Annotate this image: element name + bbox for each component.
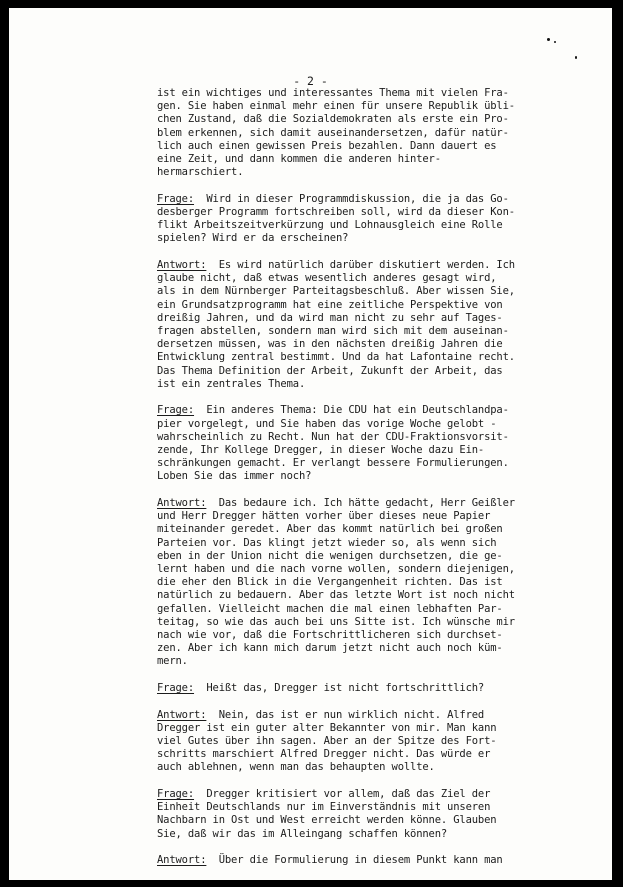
line-text: Entwicklung zentral bestimmt. Und da hat Lafontaine recht. [157,351,515,364]
text-line [157,589,602,602]
text-line [157,232,602,245]
speaker-label: Antwort: [157,708,207,721]
speaker-label: Frage: [157,192,195,205]
line-text: Ein anderes Thema: Die CDU hat ein Deutschlandpa- [194,404,509,417]
text-line [157,642,602,655]
question-paragraph [157,682,602,695]
answer-paragraph [157,709,602,775]
line-text: Heißt das, Dregger ist nicht fortschrittlich? [194,682,485,695]
text-line [157,87,602,100]
line-text: glaube nicht, daß etwas wesentlich anderes gesagt wird, [157,272,497,285]
text-line [157,576,602,589]
question-paragraph [157,193,602,246]
line-text: teitag, so wie das auch bei uns Sitte ist. Ich wünsche mir [157,615,515,628]
line-text: schränkungen gemacht. Er verlangt bessere Formulierungen. [157,457,509,470]
line-text: miteinander geredet. Aber das kommt natürlich bei großen [157,523,503,536]
text-line [157,788,602,801]
line-text: Das Thema Definition der Arbeit, Zukunft der Arbeit, das [157,364,503,377]
question-paragraph [157,788,602,841]
text-line [157,828,602,841]
text-line [157,801,602,814]
text-line [157,312,602,325]
text-line [157,497,602,510]
text-line [157,378,602,391]
line-text: lich auch einen gewissen Preis bezahlen. Dann dauert es [157,139,497,152]
text-line [157,206,602,219]
text-line [157,761,602,774]
text-line [157,537,602,550]
line-text: auch ablehnen, wenn man das behaupten wollte. [157,761,435,774]
line-text: eben in der Union nicht die wenigen durchsetzen, die ge- [157,549,503,562]
text-line [157,563,602,576]
text-line [157,404,602,417]
line-text: chen Zustand, daß die Sozialdemokraten als erste ein Pro- [157,113,509,126]
text-line [157,629,602,642]
speaker-label: Antwort: [157,854,207,867]
line-text: flikt Arbeitszeitverkürzung und Lohnausgleich eine Rolle [157,219,503,232]
text-line [157,365,602,378]
line-text: und Herr Dregger hätten vorher über dieses neue Papier [157,510,491,523]
line-text: Nein, das ist er nun wirklich nicht. Alfred [206,708,485,721]
line-text: ist ein zentrales Thema. [157,377,306,390]
line-text: viel Gutes über ihn sagen. Aber an der Spitze des Fort- [157,735,497,748]
speaker-label: Frage: [157,682,195,695]
line-text: Dregger ist ein guter alter Bekannter von mir. Man kann [157,721,497,734]
line-text: Loben Sie das immer noch? [157,470,312,483]
line-text: ein Grundsatzprogramm hat eine zeitliche Perspektive von [157,298,503,311]
text-line [157,351,602,364]
answer-paragraph [157,259,602,391]
text-line [157,603,602,616]
text-line [157,444,602,457]
text-line [157,655,602,668]
speaker-label: Antwort: [157,259,207,272]
text-line [157,523,602,536]
line-text: Über die Formulierung in diesem Punkt kann man [206,854,503,867]
text-line [157,219,602,232]
scan-specks [545,36,585,76]
line-text: Einheit Deutschlands nur im Einverständnis mit unseren [157,801,491,814]
text-line [157,299,602,312]
line-text: Dregger kritisiert vor allem, daß das Ziel der [194,788,491,801]
scan-speck [575,56,577,59]
text-line [157,259,602,272]
line-text: schritts marschiert Alfred Dregger nicht. Das würde er [157,748,491,761]
line-text: blem erkennen, sich damit auseinandersetzen, dafür natür- [157,126,509,139]
line-text: die eher den Blick in die Vergangenheit richten. Das ist [157,576,503,589]
text-line [157,722,602,735]
line-text: mern. [157,655,188,668]
text-line [157,272,602,285]
line-text: desberger Programm fortschreiben soll, wird da dieser Kon- [157,206,515,219]
text-line [157,285,602,298]
text-line [157,457,602,470]
scan-speck [547,38,550,41]
text-line [157,418,602,431]
line-text: hermarschiert. [157,166,244,179]
line-text: Parteien vor. Das klingt jetzt wieder so, als wenn sich [157,536,497,549]
line-text: Nachbarn in Ost und West erreicht werden könne. Glauben [157,814,497,827]
text-line [157,193,602,206]
text-line [157,153,602,166]
text-line [157,550,602,563]
answer-paragraph [157,497,602,669]
line-text: zen. Aber ich kann mich darum jetzt nicht auch noch küm- [157,642,503,655]
text-line [157,140,602,153]
line-text: lernt haben und die nach vorne wollen, sondern diejenigen, [157,563,515,576]
line-text: natürlich zu bedauern. Aber das letzte Wort ist noch nicht [157,589,515,602]
text-line [157,127,602,140]
answer-paragraph [157,854,602,867]
scan-speck [554,41,556,43]
line-text: eine Zeit, und dann kommen die anderen hinter- [157,153,441,166]
text-line [157,616,602,629]
line-text: Das bedaure ich. Ich hätte gedacht, Herr Geißler [206,497,515,510]
text-line [157,470,602,483]
text-line [157,338,602,351]
speaker-label: Frage: [157,404,195,417]
text-line [157,854,602,867]
text-line [157,748,602,761]
line-text: nach wie vor, daß die Fortschrittlicheren sich durchset- [157,629,503,642]
line-text: als in dem Nürnberger Parteitagsbeschluß. Aber wissen Sie, [157,285,515,298]
text-line [157,510,602,523]
text-line [157,431,602,444]
line-text: Sie, daß wir das im Alleingang schaffen können? [157,827,448,840]
speaker-label: Antwort: [157,497,207,510]
line-text: gefallen. Vielleicht machen die mal einen lebhaften Par- [157,602,503,615]
text-line [157,682,602,695]
line-text: fragen abstellen, sondern man wird sich mit dem auseinan- [157,325,509,338]
line-text: dersetzen müssen, was in den nächsten dreißig Jahren die [157,338,503,351]
continuation-paragraph [157,87,602,179]
text-line [157,709,602,722]
line-text: zende, Ihr Kollege Dregger, in dieser Woche dazu Ein- [157,444,485,457]
text-line [157,166,602,179]
speaker-label: Frage: [157,788,195,801]
line-text: wahrscheinlich zu Recht. Nun hat der CDU-Fraktionsvorsit- [157,430,509,443]
interview-transcript [157,87,602,867]
line-text: Es wird natürlich darüber diskutiert werden. Ich [206,259,515,272]
document-page [9,8,612,880]
text-line [157,735,602,748]
line-text: Wird in dieser Programmdiskussion, die ja das Go- [194,192,509,205]
line-text: spielen? Wird er da erscheinen? [157,232,349,245]
text-line [157,100,602,113]
line-text: ist ein wichtiges und interessantes Thema mit vielen Fra- [157,87,509,99]
text-line [157,814,602,827]
text-line [157,113,602,126]
page-number: - 2 - [293,74,328,88]
line-text: pier vorgelegt, und Sie haben das vorige Woche gelobt - [157,417,497,430]
text-line [157,325,602,338]
line-text: gen. Sie haben einmal mehr einen für unsere Republik übli- [157,100,515,113]
line-text: dreißig Jahren, und da wird man nicht zu sehr auf Tages- [157,311,503,324]
question-paragraph [157,404,602,483]
